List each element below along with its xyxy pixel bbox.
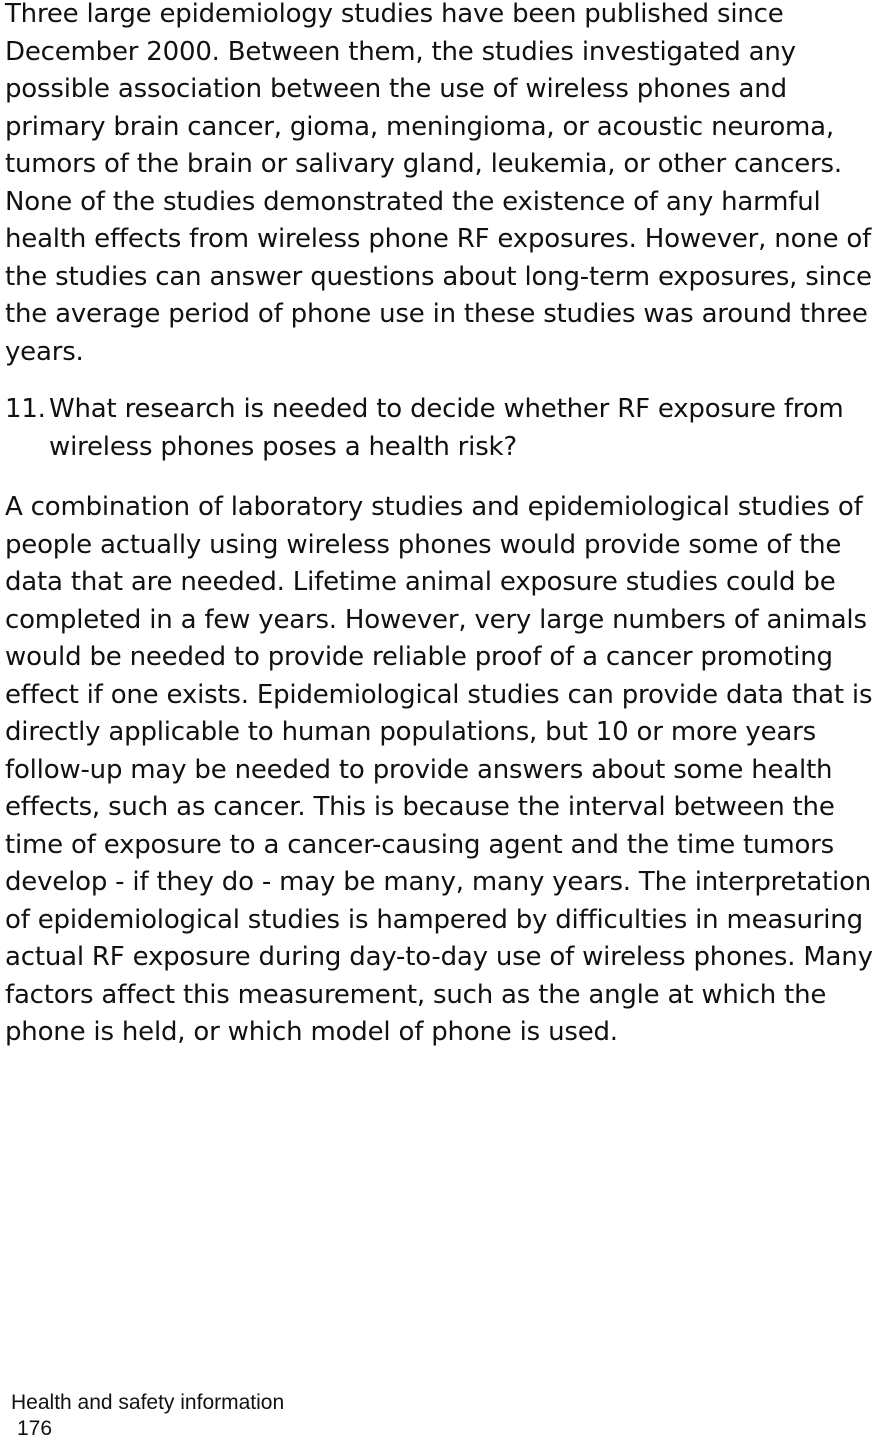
question-text: What research is needed to decide whether RF exposure from wireless phones poses a health risk?: [49, 394, 844, 462]
page-number: 176: [17, 1417, 53, 1440]
question-number: 11.: [5, 394, 46, 424]
paragraph-research-needed: A combination of laboratory studies and epidemiological studies of people actually using wireless phones would provide some of the data that are needed. Lifetime animal exposure studies could be completed in a few years. However, very large numbers of animals would be needed to provide reliable proof of a cancer promoting effect if one exists. Epidemiological studies can provide data that is directly applicable to human populations, but 10 or more years follow-up may be needed to provide answers about some health effects, such as cancer. This is because the interval between the time of exposure to a cancer-causing agent and the time tumors develop - if they do - may be many, many years. The interpretation of epidemiological studies is hampered by difficulties in measuring actual RF exposure during day-to-day use of wireless phones. Many factors affect this measurement, such as the angle at which the phone is held, or which model of phone is used.: [5, 492, 873, 1047]
page-footer: [11, 1390, 284, 1442]
paragraph-epidemiology-studies: Three large epidemiology studies have been published since December 2000. Between them, the studies investigated any possible association between the use of wireless phones and primary brain cancer, gioma, meningioma, or acoustic neuroma, tumors of the brain or salivary gland, leukemia, or other cancers. None of the studies demonstrated the existence of any harmful health effects from wireless phone RF exposures. However, none of the studies can answer questions about long-term exposures, since the average period of phone use in these studies was around three years.: [5, 0, 872, 367]
question-11: [5, 391, 885, 466]
footer-section-title: Health and safety information: [11, 1391, 285, 1414]
